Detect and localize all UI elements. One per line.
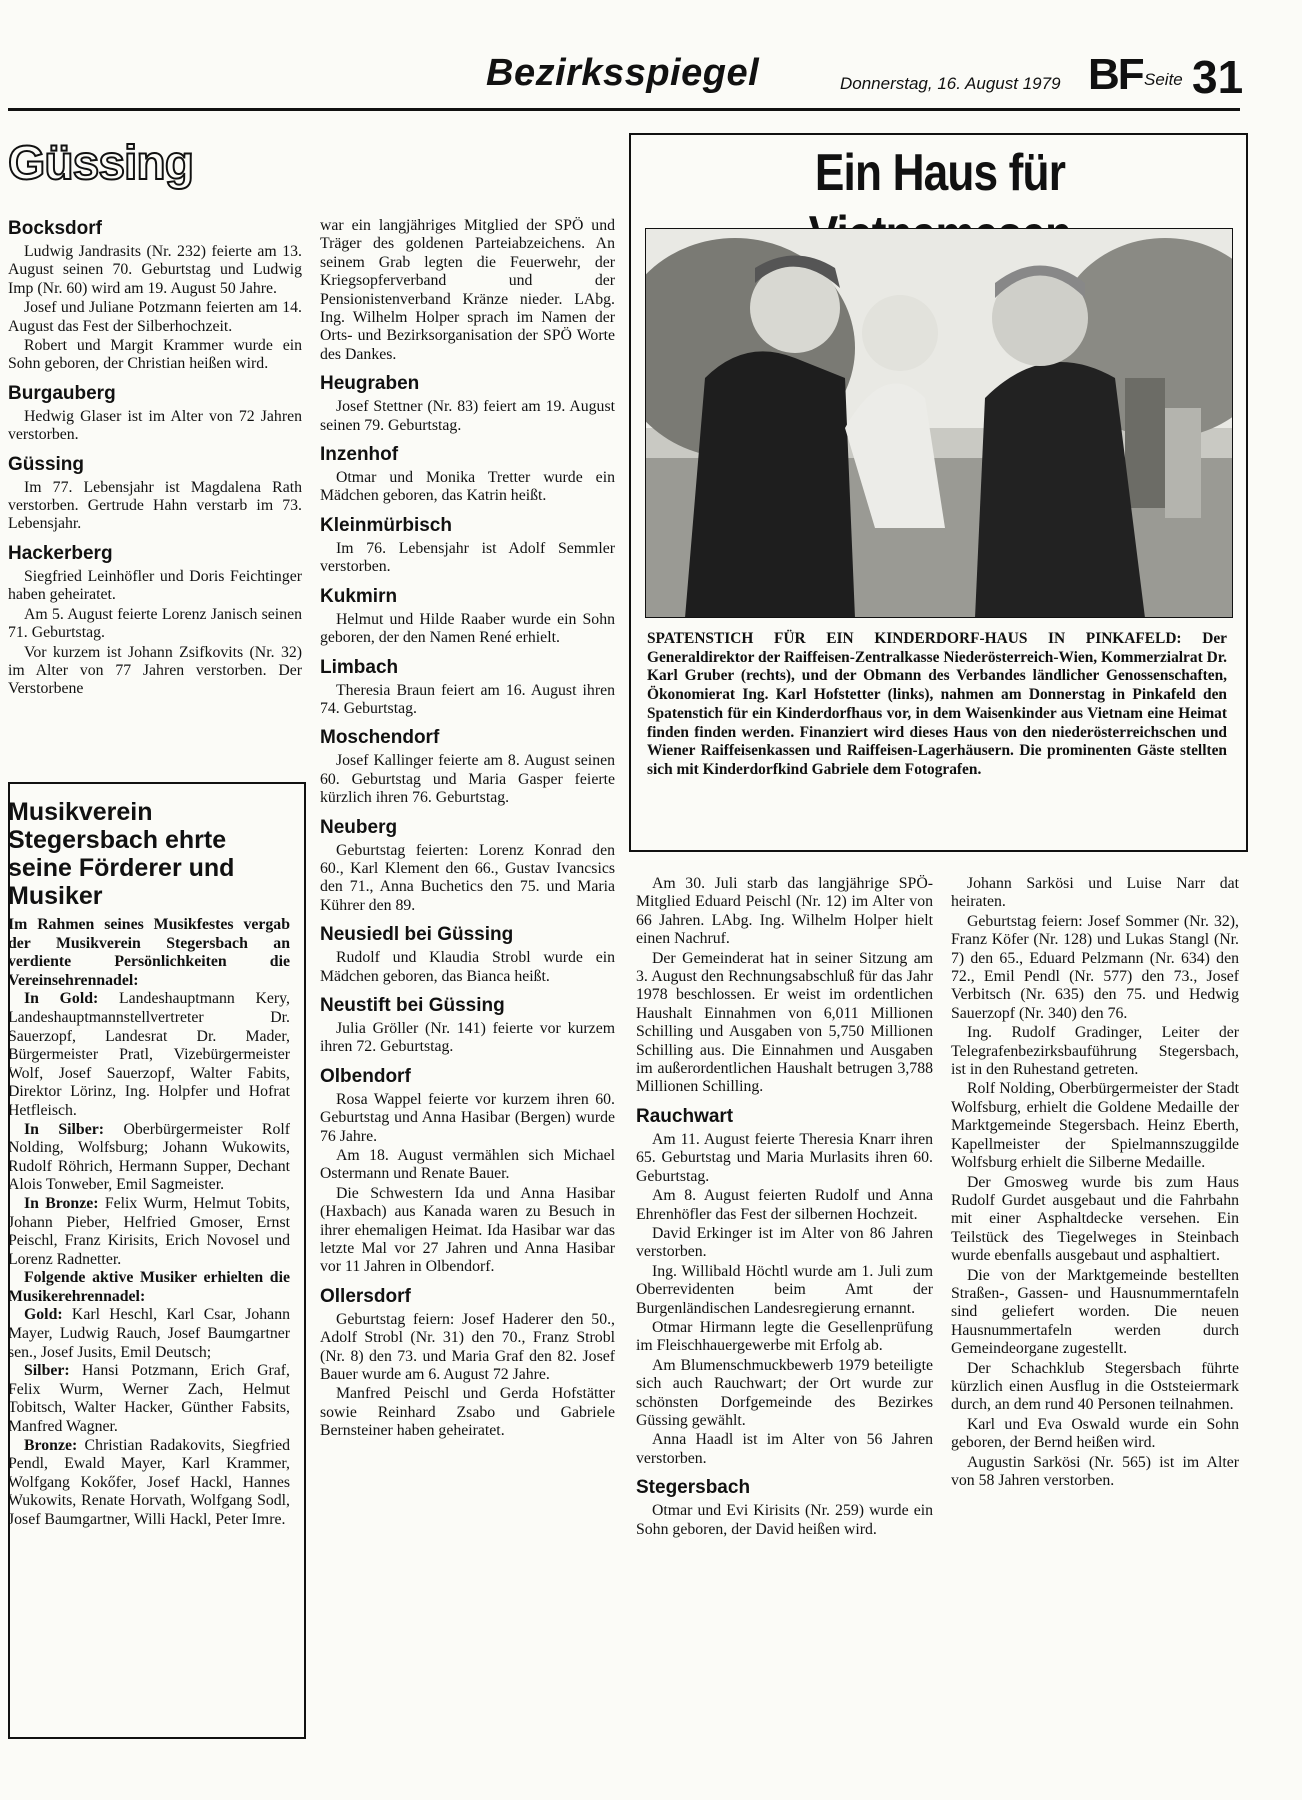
feature-photo (645, 228, 1233, 618)
news-paragraph: Am 18. August vermählen sich Michael Ostermann und Renate Bauer. (320, 1147, 615, 1183)
news-paragraph: Josef und Juliane Potzmann feierten am 14. August das Fest der Silberhochzeit. (8, 299, 302, 335)
village-heading: Olbendorf (320, 1065, 411, 1087)
news-paragraph: Rosa Wappel feierte vor kurzem ihren 60. Geburtstag und Anna Hasibar (Bergen) wurde 76 Jahre. (320, 1090, 615, 1145)
village-heading: Inzenhof (320, 444, 399, 466)
column-2 (320, 217, 615, 1442)
news-paragraph: Robert und Margit Krammer wurde ein Sohn geboren, der Christian heißen wird. (8, 337, 302, 373)
news-paragraph: Julia Gröller (Nr. 141) feierte vor kurzem ihren 72. Geburtstag. (320, 1019, 615, 1056)
news-paragraph: Otmar Hirmann legte die Gesellenprüfung im Fleischhauergewerbe mit Erfolg ab. (636, 1318, 933, 1355)
village-heading: Güssing (8, 453, 85, 475)
section-town-title: Güssing (8, 137, 194, 190)
news-paragraph: Vor kurzem ist Johann Zsifkovits (Nr. 32) im Alter von 77 Jahren verstorben. Der Verstorbene (8, 643, 302, 698)
column-4 (951, 875, 1239, 1491)
village-heading: Neustift bei Güssing (320, 994, 505, 1016)
news-paragraph: Ing. Rudolf Gradinger, Leiter der Telegrafenbezirksbauführung Stegersbach, ist in den Ruhestand getreten. (951, 1024, 1239, 1079)
news-paragraph: Am 11. August feierte Theresia Knarr ihren 65. Geburtstag und Maria Murlasits ihren 60. Geburtstag. (636, 1130, 933, 1185)
musiker-bronze: Bronze: Christian Radakovits, Siegfried Pendl, Ewald Mayer, Karl Krammer, Wolfgang Kokőfer, Josef Hackl, Hannes Wukowits, Renate Horvath, Wolfgang Sodl, Josef Baumgartner, Willi Hackl, Peter Imre. (8, 1436, 291, 1528)
photo-man-left (685, 351, 855, 618)
news-paragraph: war ein langjähriges Mitglied der SPÖ und Träger des goldenen Parteiabzeichens. An seinem Grab legten die Feuerwehr, der Kriegsopferverband und der Pensionistenverband Kränze nieder. LAbg. Ing. Wilhelm Holper sprach im Namen der Orts- und Bezirksorganisation der SPÖ Worte des Dankes. (320, 217, 615, 363)
news-paragraph: Geburtstag feiern: Josef Haderer den 50., Adolf Strobl (Nr. 31) den 70., Franz Strobl (Nr. 8) den 73. und Maria Graf den 82. Josef Bauer wurde am 6. August 72 Jahre. (320, 1310, 615, 1384)
village-heading: Neuberg (320, 816, 398, 838)
village-heading: Ollersdorf (320, 1285, 411, 1307)
newspaper-logo: BF (1088, 50, 1143, 99)
village-heading: Neusiedl bei Güssing (320, 924, 514, 946)
vereinsnadel-gold: In Gold: Landeshauptmann Kery, Landeshauptmannstellvertreter Dr. Sauerzopf, Landesrat Dr. Mader, Bürgermeister Pratl, Vizebürgermeister Wolf, Josef Sauerzopf, Walter Fabits, Direktor Lörinz, Ing. Holpfer und Hofrat Hetfleisch. (8, 990, 290, 1119)
village-heading: Bocksdorf (8, 218, 102, 239)
news-paragraph: Der Gmosweg wurde bis zum Haus Rudolf Gurdet ausgebaut und die Fahrbahn mit einer Asphaltdecke versehen. Ein Teilstück des Tiegelweges in Steinbach wurde ebenfalls ausgebaut und asphaltiert. (951, 1173, 1239, 1265)
news-paragraph: Theresia Braun feiert am 16. August ihren 74. Geburtstag. (320, 681, 615, 717)
news-paragraph: Ludwig Jandrasits (Nr. 232) feierte am 13. August seinen 70. Geburtstag und Ludwig Imp (Nr. 60) wird am 19. August 50 Jahre. (8, 243, 302, 297)
musikverein-article (8, 798, 290, 1530)
column-1 (8, 218, 302, 700)
village-heading: Rauchwart (636, 1105, 734, 1127)
news-paragraph: Am 30. Juli starb das langjährige SPÖ-Mitglied Eduard Peischl (Nr. 12) im Alter von 66 Jahren. LAbg. Ing. Wilhelm Holper hielt einen Nachruf. (636, 875, 933, 948)
news-paragraph: Karl und Eva Oswald wurde ein Sohn geboren, der Bernd heißen wird. (951, 1415, 1239, 1452)
news-paragraph: Am 8. August feierten Rudolf und Anna Ehrenhöfler das Fest der silbernen Hochzeit. (636, 1187, 933, 1223)
musiker-gold: Gold: Karl Heschl, Karl Csar, Johann Mayer, Ludwig Rauch, Josef Baumgartner sen., Josef Jusits, Emil Deutsch; (8, 1306, 290, 1361)
photo-child-head (862, 295, 938, 371)
news-paragraph: Helmut und Hilde Raaber wurde ein Sohn geboren, der den Namen René erhielt. (320, 610, 615, 647)
news-paragraph: Otmar und Monika Tretter wurde ein Mädchen geboren, das Katrin heißt. (320, 469, 615, 505)
news-paragraph: David Erkinger ist im Alter von 86 Jahren verstorben. (636, 1224, 933, 1261)
vereinsnadel-bronze: In Bronze: Felix Wurm, Helmut Tobits, Johann Pieber, Helfried Gmoser, Ernst Peischl, Franz Kirisits, Erich Novosel und Lorenz Radnetter. (8, 1194, 290, 1268)
village-heading: Hackerberg (8, 542, 113, 564)
news-paragraph: Johann Sarkösi und Luise Narr dat heiraten. (951, 875, 1239, 911)
news-paragraph: Ing. Willibald Höchtl wurde am 1. Juli zum Oberrevidenten beim Amt der Burgenländischen Landesregierung ernannt. (636, 1262, 933, 1317)
news-paragraph: Die von der Marktgemeinde bestellten Straßen-, Gassen- und Hausnummerntafeln sind geliefert worden. Die neuen Hausnummertafeln werden durch Gemeindeorgane zugestellt. (951, 1266, 1239, 1358)
news-paragraph: Augustin Sarkösi (Nr. 565) ist im Alter von 58 Jahren verstorben. (951, 1453, 1239, 1489)
village-heading: Stegersbach (636, 1477, 751, 1499)
musikverein-lead: Im Rahmen seines Musikfestes vergab der Musikverein Stegersbach an verdiente Persönlichkeiten die Vereinsehrennadel: (8, 916, 290, 989)
musikverein-headline: Musikverein Stegersbach ehrte seine Förderer und Musiker (8, 798, 235, 910)
news-paragraph: Im 76. Lebensjahr ist Adolf Semmler verstorben. (320, 539, 615, 576)
news-paragraph: Geburtstag feierten: Lorenz Konrad den 60., Karl Klement den 66., Gustav Ivancsics den 71., Anna Buchetics den 75. und Maria Kührer den 89. (320, 841, 615, 914)
rubric-title: Bezirksspiegel (486, 52, 760, 94)
page-number: 31 (1192, 51, 1244, 103)
feature-caption: SPATENSTICH FÜR EIN KINDERDORF-HAUS IN PINKAFELD: Der Generaldirektor der Raiffeisen-Zentralkasse Niederösterreich-Wien, Kommerzialrat Dr. Karl Gruber (rechts), und der Obmann des Verbandes ländlicher Genossenschaften, Ökonomierat Ing. Karl Hofstetter (links), nahmen am Donnerstag in Pinkafeld den Spatenstich für ein Kinderdorfhaus vor, in dem Waisenkinder aus Vietnam eine Heimat finden finden werden. Finanziert wird dieses Haus von den niederösterreichschen und Wiener Raiffeisenkassen und Raiffeisen-Lagerhäusern. Die prominenten Gäste stellten sich mit Kinderdorfkind Gabriele dem Fotografen. (647, 630, 1227, 778)
column-3 (636, 875, 933, 1540)
village-heading: Heugraben (320, 373, 420, 395)
news-paragraph: Geburtstag feiern: Josef Sommer (Nr. 32), Franz Köfer (Nr. 128) und Lukas Stangl (Nr. 7) den 65., Eduard Pelzmann (Nr. 634) den 72., Emil Pendl (Nr. 577) den 73., Josef Verbitsch (Nr. 635) den 75. und Hedwig Sauerzopf (Nr. 340) den 76. (951, 912, 1239, 1022)
village-heading: Limbach (320, 656, 399, 678)
village-heading: Burgauberg (8, 382, 116, 404)
news-paragraph: Siegfried Leinhöfler und Doris Feichtinger haben geheiratet. (8, 567, 302, 604)
news-paragraph: Der Schachklub Stegersbach führte kürzlich einen Ausflug in die Oststeiermark durch, an dem rund 40 Personen teilnahmen. (951, 1359, 1239, 1414)
vereinsnadel-silber: In Silber: Oberbürgermeister Rolf Nolding, Wolfsburg; Johann Wukowits, Rudolf Röhrich, Hermann Supper, Dechant Alois Tonweber, Emil Sagmeister. (8, 1120, 291, 1194)
news-paragraph: Am 5. August feierte Lorenz Janisch seinen 71. Geburtstag. (8, 605, 302, 642)
news-paragraph: Hedwig Glaser ist im Alter von 72 Jahren verstorben. (8, 407, 302, 444)
news-paragraph: Josef Stettner (Nr. 83) feiert am 19. August seinen 79. Geburtstag. (320, 398, 615, 434)
page-label: Seite (1144, 70, 1183, 89)
news-paragraph: Rolf Nolding, Oberbürgermeister der Stadt Wolfsburg, erhielt die Goldene Medaille der Marktgemeinde Stegersbach. Heinz Eberth, Kapellmeister der Spielmannszuggilde Wolfsburg erhielt die Silberne Medaille. (951, 1080, 1239, 1172)
news-paragraph: Josef Kallinger feierte am 8. August seinen 60. Geburtstag und Maria Gasper feierte kürzlich ihren 76. Geburtstag. (320, 752, 615, 807)
news-paragraph: Am Blumenschmuckbewerb 1979 beteiligte sich auch Rauchwart; der Ort wurde zur schönsten Dorfgemeinde des Bezirkes Güssing gewählt. (636, 1356, 933, 1429)
photo-bystander-2 (1165, 408, 1201, 518)
news-paragraph: Anna Haadl ist im Alter von 56 Jahren verstorben. (636, 1431, 933, 1467)
photo-bystander (1125, 378, 1165, 508)
news-paragraph: Der Gemeinderat hat in seiner Sitzung am 3. August den Rechnungsabschluß für das Jahr 1978 beschlossen. Er weist im ordentlichen Haushalt Einnahmen von 6,011 Millionen Schilling und Ausgaben von 5,750 Millionen Schilling aus. Die Einnahmen und Ausgaben im außerordentlichen Haushalt betrugen 3,788 Millionen Schilling. (636, 949, 933, 1096)
news-paragraph: Otmar und Evi Kirisits (Nr. 259) wurde ein Sohn geboren, der David heißen wird. (636, 1502, 933, 1538)
village-heading: Moschendorf (320, 727, 440, 749)
news-paragraph: Rudolf und Klaudia Strobl wurde ein Mädchen geboren, das Bianca heißt. (320, 949, 615, 985)
feature-headline: Ein Haus für (814, 144, 1066, 202)
village-heading: Kukmirn (320, 585, 398, 607)
news-paragraph: Die Schwestern Ida und Anna Hasibar (Haxbach) aus Kanada waren zu Besuch in ihrer ehemaligen Heimat. Ida Hasibar war das letzte Mal vor 27 Jahren und Anna Hasibar vor 11 Jahren in Olbendorf. (320, 1184, 615, 1276)
musikerehrennadel-lead: Folgende aktive Musiker erhielten die Musikerehrennadel: (8, 1269, 290, 1305)
musiker-silber: Silber: Hansi Potzmann, Erich Graf, Felix Wurm, Werner Zach, Helmut Tobitsch, Walter Hacker, Günther Fabsits, Manfred Wagner. (8, 1362, 290, 1436)
news-paragraph: Manfred Peischl und Gerda Hofstätter sowie Reinhard Zsabo und Gabriele Bernsteiner haben geheiratet. (320, 1385, 615, 1440)
header-rule (8, 108, 1240, 111)
news-paragraph: Im 77. Lebensjahr ist Magdalena Rath verstorben. Gertrude Hahn verstarb im 73. Lebensjahr. (8, 478, 302, 533)
village-heading: Kleinmürbisch (320, 514, 452, 536)
issue-date: Donnerstag, 16. August 1979 (840, 74, 1061, 93)
